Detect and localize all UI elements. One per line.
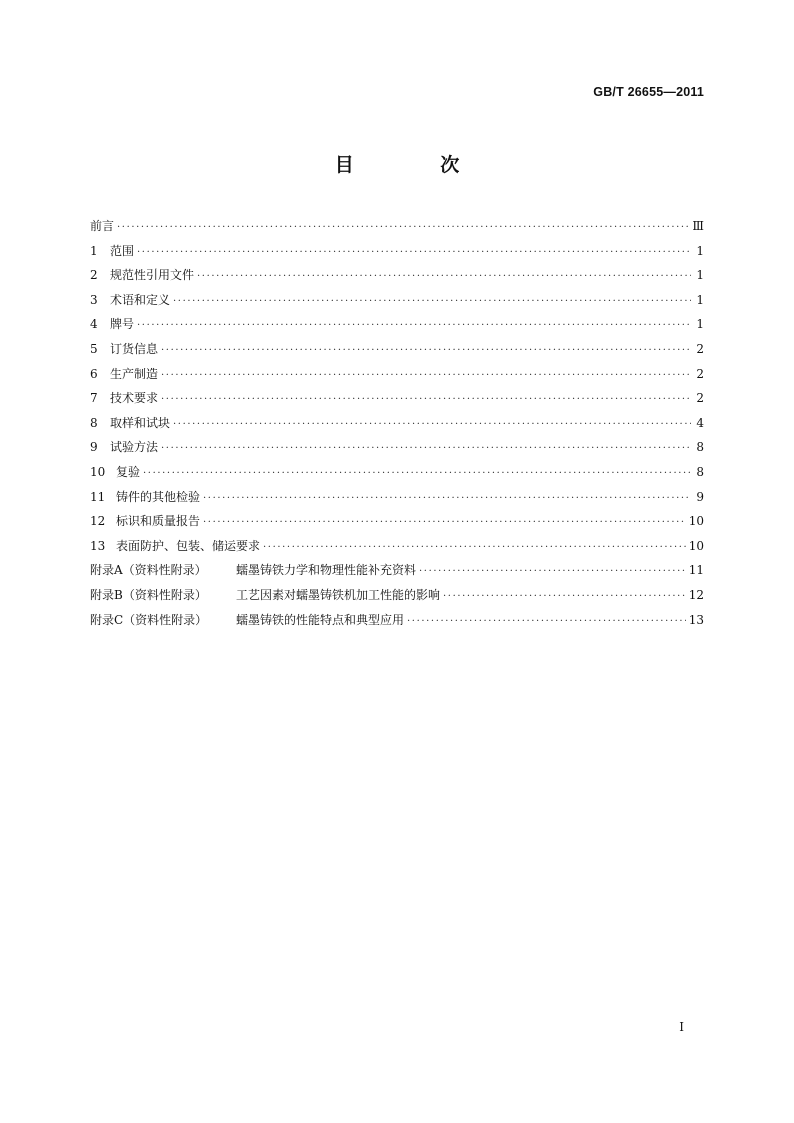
toc-entry-appendix-b[interactable] <box>90 583 704 608</box>
toc-page-number: 2 <box>696 391 704 406</box>
toc-entry-label: 5 订货信息 <box>90 341 159 356</box>
toc-page-number: Ⅲ <box>692 219 704 233</box>
toc-entry[interactable] <box>90 362 704 387</box>
dot-leader <box>137 241 691 266</box>
toc-entry-label: 11 铸件的其他检验 <box>90 489 201 504</box>
toc-entry-label: 8 取样和试块 <box>90 415 171 430</box>
page-number: I <box>679 1020 684 1034</box>
dot-leader <box>173 290 691 315</box>
toc-entry-label: 12 标识和质量报告 <box>90 514 201 529</box>
standard-code: GB/T 26655—2011 <box>593 85 704 99</box>
toc-entry-label: 6 生产制造 <box>90 366 159 381</box>
toc-entry[interactable] <box>90 386 704 411</box>
toc-page-number: 8 <box>696 440 704 455</box>
toc-entry-label: 附录B（资料性附录） 工艺因素对蠕墨铸铁机加工性能的影响 <box>90 587 441 602</box>
dot-leader <box>137 314 691 339</box>
toc-page-number: 9 <box>696 489 704 504</box>
toc-entry-label: 13 表面防护、包装、储运要求 <box>90 538 261 553</box>
dot-leader <box>443 585 686 610</box>
dot-leader <box>407 610 686 635</box>
toc-page-number: 1 <box>696 243 704 258</box>
toc-entry[interactable] <box>90 509 704 534</box>
toc-entry-label: 10 复验 <box>90 464 141 479</box>
toc-entry[interactable] <box>90 288 704 313</box>
table-of-contents <box>90 214 704 632</box>
toc-entry-appendix-c[interactable] <box>90 608 704 633</box>
dot-leader <box>143 462 691 487</box>
toc-entry-label: 附录A（资料性附录） 蠕墨铸铁力学和物理性能补充资料 <box>90 563 417 578</box>
toc-page-number: 11 <box>688 563 704 578</box>
dot-leader <box>197 265 691 290</box>
dot-leader <box>117 216 689 241</box>
dot-leader <box>203 511 686 536</box>
dot-leader <box>173 413 691 438</box>
toc-entry[interactable] <box>90 263 704 288</box>
toc-page-number: 1 <box>696 317 704 332</box>
toc-entry[interactable] <box>90 460 704 485</box>
toc-entry[interactable] <box>90 411 704 436</box>
dot-leader <box>263 536 686 561</box>
toc-entry-preface[interactable] <box>90 214 704 239</box>
toc-entry-label: 2 规范性引用文件 <box>90 268 195 283</box>
toc-entry[interactable] <box>90 534 704 559</box>
toc-entry-label: 前言 <box>90 219 115 233</box>
dot-leader <box>203 487 691 512</box>
dot-leader <box>161 388 691 413</box>
toc-page-number: 10 <box>688 514 704 529</box>
toc-page-number: 13 <box>688 612 704 627</box>
dot-leader <box>161 364 691 389</box>
toc-page-number: 8 <box>696 464 704 479</box>
toc-entry-label: 4 牌号 <box>90 317 135 332</box>
toc-page-number: 2 <box>696 341 704 356</box>
toc-entry-label: 1 范围 <box>90 243 135 258</box>
toc-entry-label: 附录C（资料性附录） 蠕墨铸铁的性能特点和典型应用 <box>90 612 405 627</box>
toc-page-number: 1 <box>696 292 704 307</box>
dot-leader <box>161 437 691 462</box>
toc-entry-label: 7 技术要求 <box>90 391 159 406</box>
toc-entry-label: 3 术语和定义 <box>90 292 171 307</box>
page-title: 目 次 <box>334 154 500 176</box>
toc-entry[interactable] <box>90 337 704 362</box>
toc-entry[interactable] <box>90 312 704 337</box>
toc-page-number: 1 <box>696 268 704 283</box>
toc-page-number: 4 <box>696 415 704 430</box>
dot-leader <box>419 560 686 585</box>
toc-entry-label: 9 试验方法 <box>90 440 159 455</box>
toc-entry[interactable] <box>90 485 704 510</box>
toc-page-number: 12 <box>688 587 704 602</box>
toc-page-number: 2 <box>696 366 704 381</box>
dot-leader <box>161 339 691 364</box>
toc-entry-appendix-a[interactable] <box>90 558 704 583</box>
toc-entry[interactable] <box>90 239 704 264</box>
toc-entry[interactable] <box>90 435 704 460</box>
toc-page-number: 10 <box>688 538 704 553</box>
